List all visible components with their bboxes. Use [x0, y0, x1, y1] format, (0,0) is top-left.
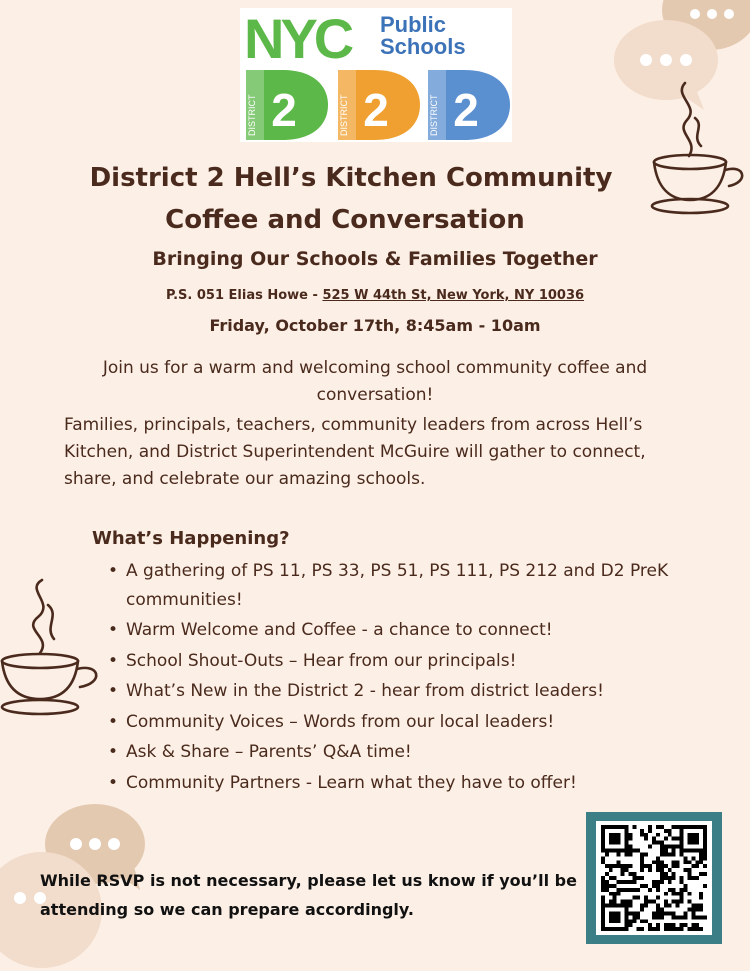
whats-happening-heading: What’s Happening? — [92, 528, 290, 549]
intro-paragraph: Join us for a warm and welcoming school community coffee and conversation! — [102, 358, 648, 405]
list-item: • School Shout-Outs – Hear from our principals! — [104, 646, 704, 677]
district-number: 2 — [271, 84, 297, 136]
list-item: • What’s New in the District 2 - hear from district leaders! — [104, 676, 704, 707]
list-item: • A gathering of PS 11, PS 33, PS 51, PS 111, PS 212 and D2 PreK communities! — [104, 557, 704, 615]
svg-text:NYC: NYC — [244, 12, 351, 64]
public-word: Public — [380, 12, 447, 37]
description-paragraph: Families, principals, teachers, community leaders from across Hell’s Kitchen, and District Superintendent McGuire will gather to connect, share, and celebrate our amazing schools. — [64, 415, 646, 489]
address-link[interactable]: 525 W 44th St, New York, NY 10036 — [322, 288, 585, 303]
nyc-logo-mark — [244, 12, 372, 64]
district-word: DISTRICT — [429, 94, 439, 136]
district-word: DISTRICT — [247, 94, 257, 136]
school-name: P.S. 051 Elias Howe - — [165, 288, 323, 303]
district-2-orange-badge — [334, 70, 420, 140]
district-word: DISTRICT — [339, 94, 349, 136]
list-item: • Community Voices – Words from our local leaders! — [104, 707, 704, 738]
event-location — [0, 288, 750, 303]
subtitle: Bringing Our Schools & Families Together — [152, 248, 598, 270]
whats-happening-list — [104, 557, 704, 798]
list-item: • Warm Welcome and Coffee - a chance to connect! — [104, 615, 704, 646]
rsvp-qr-code[interactable] — [586, 812, 722, 944]
coffee-cup-icon — [645, 78, 750, 223]
list-item: • Community Partners - Learn what they have to offer! — [104, 768, 704, 799]
district-number: 2 — [453, 84, 479, 136]
schools-word: Schools — [380, 34, 466, 59]
district-number: 2 — [363, 84, 389, 136]
event-datetime: Friday, October 17th, 8:45am - 10am — [209, 316, 541, 335]
rsvp-note: While RSVP is not necessary, please let us know if you’ll be attending so we can prepare accordingly. — [40, 871, 577, 919]
district-2-blue-badge — [424, 70, 510, 140]
coffee-cup-icon — [0, 575, 115, 720]
district-2-green-badge — [242, 70, 328, 140]
public-schools-wordmark — [380, 14, 510, 58]
nyc-public-schools-district-2-logo — [240, 8, 512, 142]
list-item: • Ask & Share – Parents’ Q&A time! — [104, 737, 704, 768]
page-title-line-1: District 2 Hell’s Kitchen Community — [89, 163, 613, 193]
page-title-line-2: Coffee and Conversation — [165, 205, 525, 235]
qr-code-image — [596, 821, 712, 935]
